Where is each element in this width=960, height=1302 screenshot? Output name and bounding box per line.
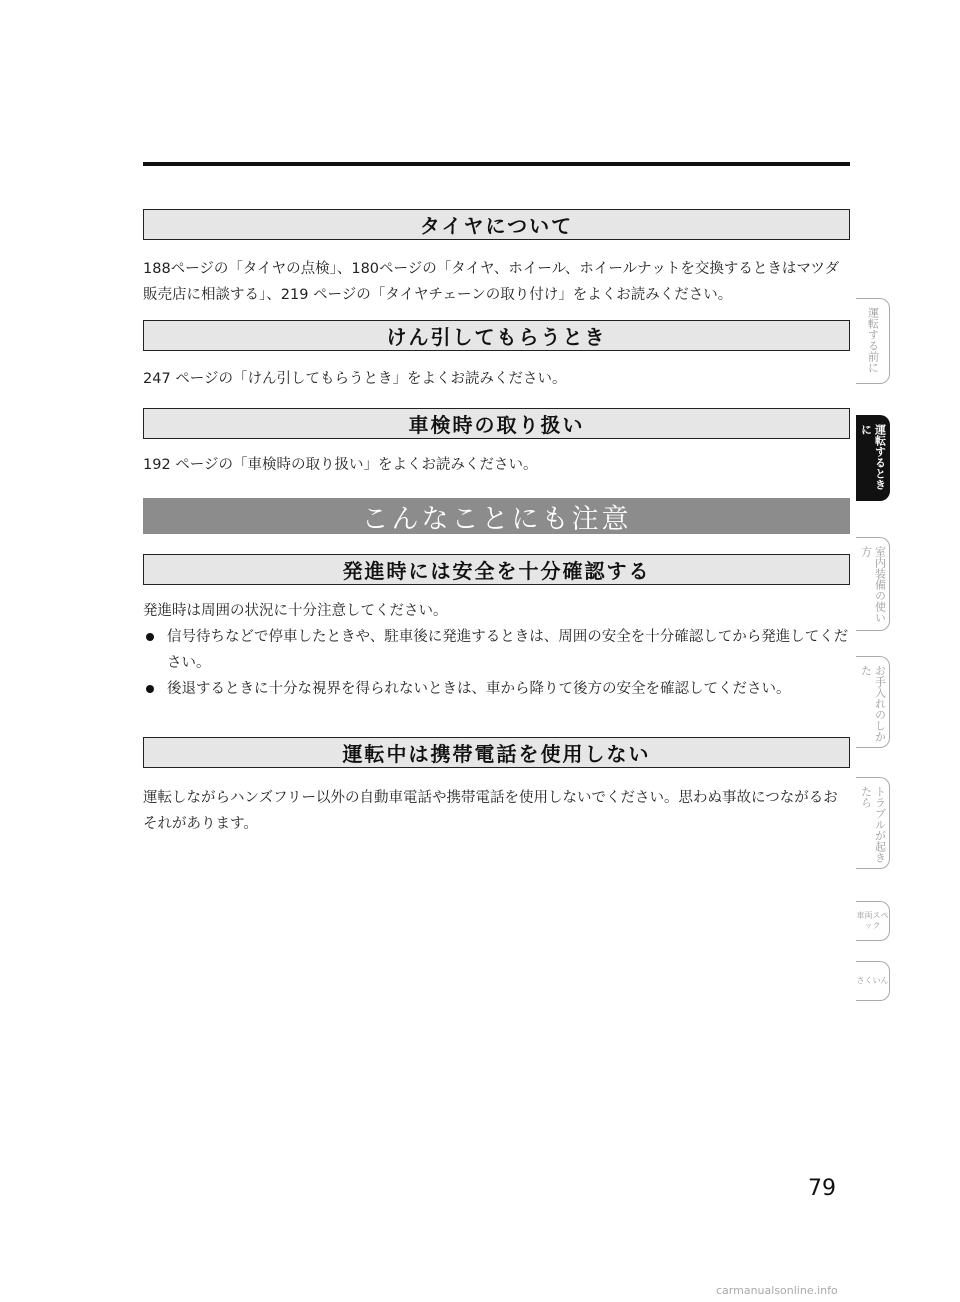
- section-heading-towing: けん引してもらうとき: [143, 320, 850, 351]
- page-number: 79: [808, 1176, 836, 1201]
- side-tab-before-driving[interactable]: [856, 298, 890, 384]
- side-tab-label: 車両スペック: [856, 911, 889, 930]
- section-heading-phone: 運転中は携帯電話を使用しない: [143, 737, 850, 768]
- side-tab-troubleshooting[interactable]: [856, 777, 890, 869]
- starting-bullet-1: 信号待ちなどで停車したときや、駐車後に発進するときは、周囲の安全を十分確認してから発進してください。: [143, 624, 851, 676]
- caution-banner: こんなことにも注意: [143, 498, 850, 534]
- paragraph-phone: 運転しながらハンズフリー以外の自動車電話や携帯電話を使用しないでください。思わぬ事故につながるおそれがあります。: [143, 790, 838, 832]
- side-tab-index[interactable]: [856, 961, 890, 1001]
- side-tab-label: トラブルが起きたら: [859, 786, 887, 863]
- paragraph-towing: 247 ページの「けん引してもらうとき」をよくお読みください。: [143, 371, 567, 387]
- side-tab-label: さくいん: [856, 976, 889, 985]
- side-tab-maintenance[interactable]: [856, 656, 890, 748]
- top-rule: [143, 162, 850, 166]
- section-heading-starting: 発進時には安全を十分確認する: [143, 554, 850, 585]
- side-tab-while-driving[interactable]: [856, 415, 890, 501]
- side-tab-label: 運転するときに: [859, 424, 887, 490]
- section-heading-tires: タイヤについて: [143, 209, 850, 240]
- paragraph-inspection: 192 ページの「車検時の取り扱い」をよくお読みください。: [143, 457, 538, 473]
- side-tab-specs[interactable]: [856, 901, 890, 941]
- side-tab-label: 室内装備の使い方: [859, 546, 887, 623]
- paragraph-tires: 188ページの「タイヤの点検」、180ページの「タイヤ、ホイール、ホイールナットを交換するときはマツダ販売店に相談する」、219 ページの「タイヤチェーンの取り付け」をよくお読みください。: [143, 261, 840, 303]
- starting-intro: 発進時は周囲の状況に十分注意してください。: [143, 603, 448, 619]
- paragraph-starting: [143, 598, 851, 702]
- side-tab-interior[interactable]: [856, 537, 890, 631]
- side-tab-label: お手入れのしかた: [859, 665, 887, 742]
- watermark: carmanualsonline.info: [716, 1284, 838, 1297]
- starting-bullet-2: 後退するときに十分な視界を得られないときは、車から降りて後方の安全を確認してください。: [143, 676, 851, 702]
- side-tab-label: 運転する前に: [866, 307, 880, 373]
- section-heading-inspection: 車検時の取り扱い: [143, 408, 850, 439]
